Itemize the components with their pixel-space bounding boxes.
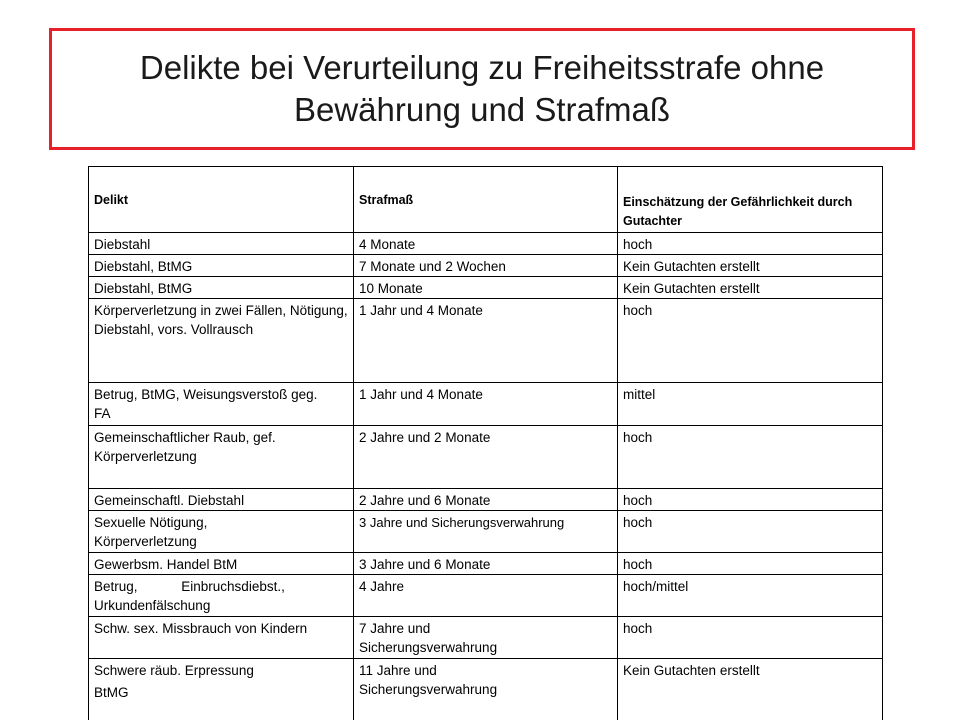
table-row — [89, 277, 883, 299]
table-header-row — [89, 167, 883, 233]
cell-delikt-line1: Schwere räub. Erpressung — [94, 663, 254, 678]
table-row — [89, 553, 883, 575]
title-box — [49, 28, 915, 150]
cell-einschaetzung: Kein Gutachten erstellt — [618, 277, 883, 299]
cell-delikt: Betrug, BtMG, Weisungsverstoß geg. FA — [89, 383, 354, 426]
header-einschaetzung: Einschätzung der Gefährlichkeit durch Gutachter — [618, 167, 883, 233]
cell-strafmass: 2 Jahre und 2 Monate — [354, 426, 618, 489]
cell-einschaetzung: hoch — [618, 426, 883, 489]
cell-delikt: Diebstahl, BtMG — [89, 277, 354, 299]
cell-strafmass: 4 Jahre — [354, 575, 618, 617]
table-row — [89, 255, 883, 277]
table-row — [89, 383, 883, 426]
table-row — [89, 575, 883, 617]
cell-strafmass: 4 Monate — [354, 233, 618, 255]
slide-title: Delikte bei Verurteilung zu Freiheitsstrafe ohne Bewährung und Strafmaß — [139, 49, 825, 128]
table-row — [89, 489, 883, 511]
cell-strafmass: 2 Jahre und 6 Monate — [354, 489, 618, 511]
cell-einschaetzung: hoch — [618, 299, 883, 383]
cell-strafmass: 11 Jahre und Sicherungsverwahrung — [354, 659, 618, 720]
table-row — [89, 233, 883, 255]
cell-delikt: Gemeinschaftlicher Raub, gef. Körperverletzung — [89, 426, 354, 489]
table-row — [89, 659, 883, 720]
cell-delikt: Schw. sex. Missbrauch von Kindern — [89, 617, 354, 659]
cell-strafmass: 10 Monate — [354, 277, 618, 299]
cell-strafmass: 3 Jahre und 6 Monate — [354, 553, 618, 575]
cell-einschaetzung: hoch — [618, 489, 883, 511]
cell-einschaetzung: hoch/mittel — [618, 575, 883, 617]
cell-einschaetzung: mittel — [618, 383, 883, 426]
table-row — [89, 299, 883, 383]
cell-delikt — [89, 659, 354, 720]
cell-strafmass: 7 Jahre und Sicherungsverwahrung — [354, 617, 618, 659]
cell-einschaetzung: hoch — [618, 511, 883, 553]
table-row — [89, 426, 883, 489]
cell-strafmass: 1 Jahr und 4 Monate — [354, 299, 618, 383]
table-row — [89, 617, 883, 659]
cell-einschaetzung: hoch — [618, 553, 883, 575]
cell-delikt-line2: BtMG — [94, 685, 129, 700]
cell-delikt: Gewerbsm. Handel BtM — [89, 553, 354, 575]
cell-einschaetzung: hoch — [618, 233, 883, 255]
cell-delikt: Betrug, Einbruchsdiebst., Urkundenfälschung — [89, 575, 354, 617]
table-row — [89, 511, 883, 553]
cell-einschaetzung: Kein Gutachten erstellt — [618, 255, 883, 277]
cell-delikt: Sexuelle Nötigung, Körperverletzung — [89, 511, 354, 553]
cell-strafmass: 7 Monate und 2 Wochen — [354, 255, 618, 277]
cell-delikt: Gemeinschaftl. Diebstahl — [89, 489, 354, 511]
header-delikt: Delikt — [89, 167, 354, 233]
cell-delikt: Diebstahl — [89, 233, 354, 255]
delikte-table — [88, 166, 883, 720]
cell-einschaetzung: hoch — [618, 617, 883, 659]
cell-delikt: Diebstahl, BtMG — [89, 255, 354, 277]
header-strafmass: Strafmaß — [354, 167, 618, 233]
cell-strafmass: 3 Jahre und Sicherungsverwahrung — [354, 511, 618, 553]
cell-strafmass: 1 Jahr und 4 Monate — [354, 383, 618, 426]
cell-delikt: Körperverletzung in zwei Fällen, Nötigung, Diebstahl, vors. Vollrausch — [89, 299, 354, 383]
cell-einschaetzung: Kein Gutachten erstellt — [618, 659, 883, 720]
